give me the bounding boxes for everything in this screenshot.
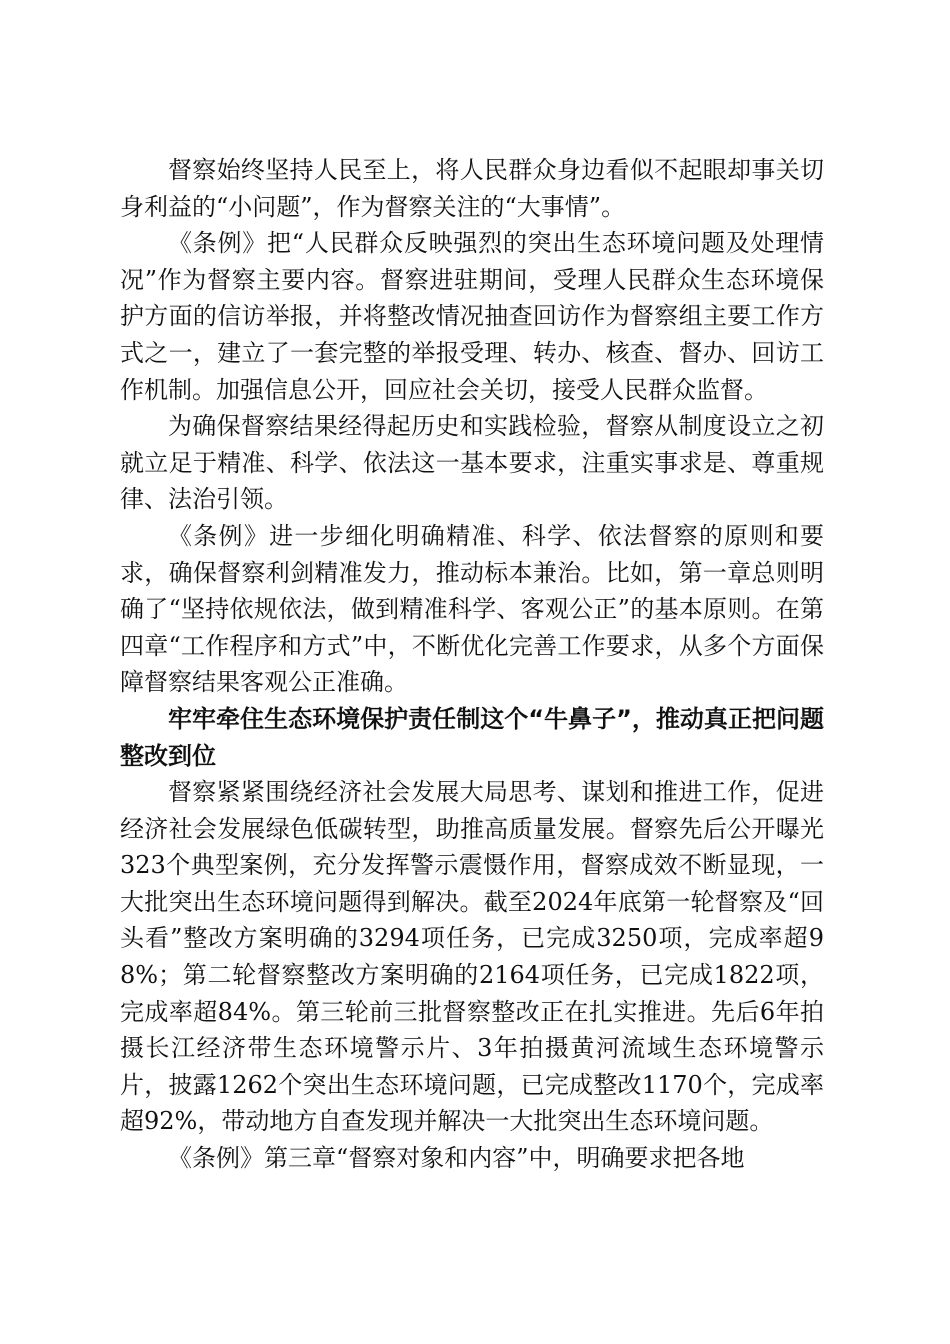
- paragraph-precision-basis: 为确保督察结果经得起历史和实践检验，督察从制度设立之初就立足于精准、科学、依法这一基本要求，注重实事求是、尊重规律、法治引领。: [120, 412, 824, 514]
- paragraph-regulation-principles: 《条例》进一步细化明确精准、科学、依法督察的原则和要求，确保督察利剑精准发力，推动标本兼治。比如，第一章总则明确了“坚持依规依法，做到精准科学、客观公正”的基本原则。在第四章“工作程序和方式”中，不断优化完善工作要求，从多个方面保障督察结果客观公正准确。: [120, 521, 824, 697]
- paragraph-people-first: 督察始终坚持人民至上，将人民群众身边看似不起眼却事关切身利益的“小问题”，作为督察关注的“大事情”。: [120, 156, 824, 221]
- paragraph-chapter-three: 《条例》第三章“督察对象和内容”中，明确要求把各地: [168, 1144, 745, 1173]
- document-page: [120, 152, 824, 1177]
- paragraph-rectification-results: 督察紧紧围绕经济社会发展大局思考、谋划和推进工作，促进经济社会发展绿色低碳转型，助推高质量发展。督察先后公开曝光323个典型案例，充分发挥警示震慑作用，督察成效不断显现，一大批突出生态环境问题得到解决。截至2024年底第一轮督察及“回头看”整改方案明确的3294项任务，已完成3250项，完成率超98%；第二轮督察整改方案明确的2164项任务，已完成1822项，完成率超84%。第三轮前三批督察整改正在扎实推进。先后6年拍摄长江经济带生态环境警示片、3年拍摄黄河流域生态环境警示片，披露1262个突出生态环境问题，已完成整改1170个，完成率超92%，带动地方自查发现并解决一大批突出生态环境问题。: [120, 778, 824, 1136]
- paragraph-regulation-content: 《条例》把“人民群众反映强烈的突出生态环境问题及处理情况”作为督察主要内容。督察进驻期间，受理人民群众生态环境保护方面的信访举报，并将整改情况抽查回访作为督察组主要工作方式之一，建立了一套完整的举报受理、转办、核查、督办、回访工作机制。加强信息公开，回应社会关切，接受人民群众监督。: [120, 229, 824, 404]
- section-heading: 牢牢牵住生态环境保护责任制这个“牛鼻子”，推动真正把问题整改到位: [120, 704, 824, 770]
